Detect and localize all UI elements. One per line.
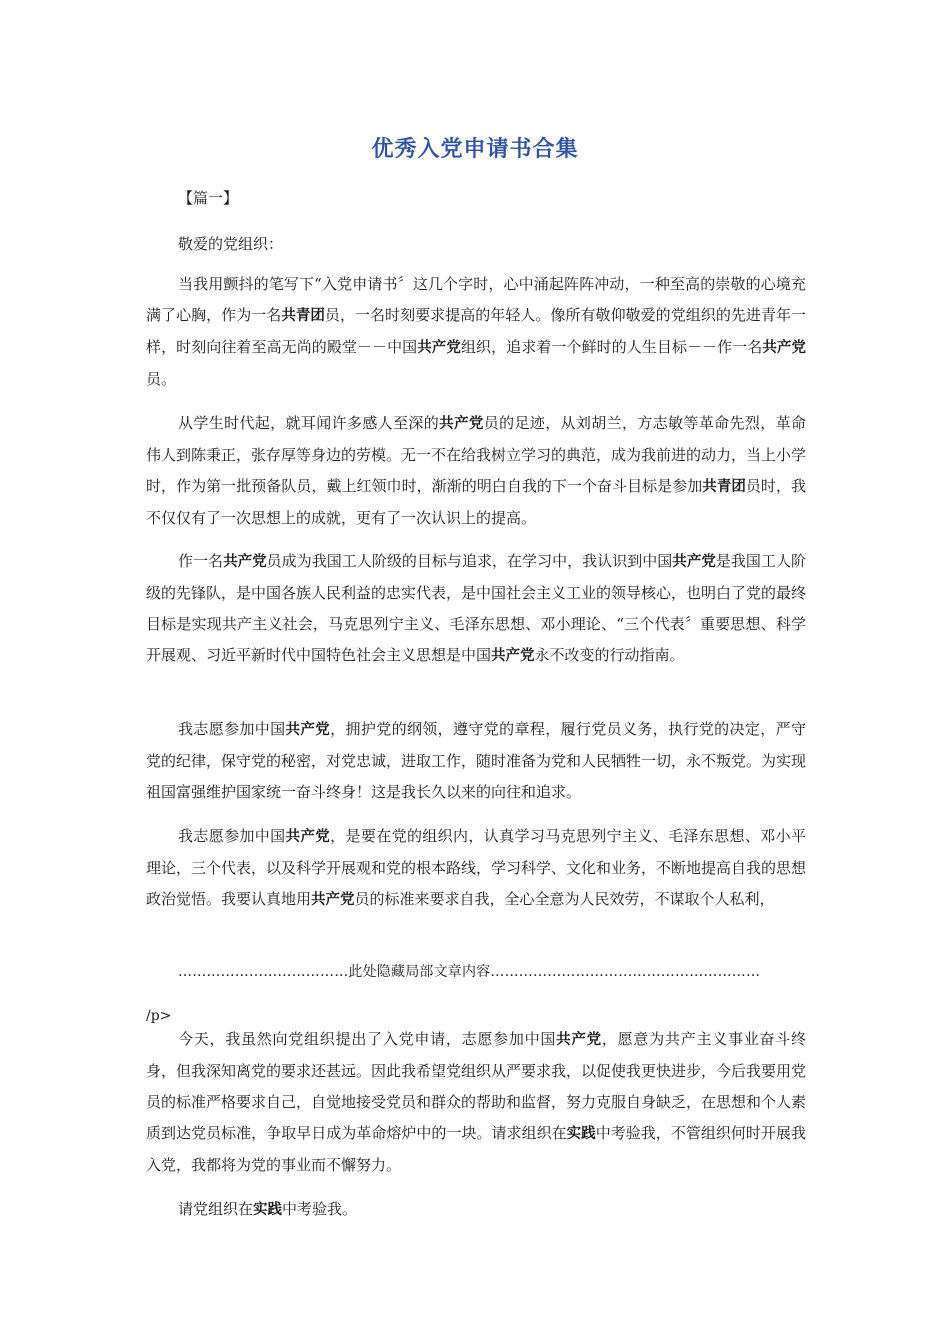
- document-title: 优秀入党申请书合集: [371, 137, 579, 162]
- bold-keyword: 实践: [566, 1126, 596, 1142]
- text-run: ，拥护党的纲领，遵守党的章程，履行党员义务，执行党的决定，严守党的纪律，保守党的秘密，对党忠诚，进取工作，随时准备为党和人民牺牲一切，永不叛党。为实现祖国富强维护国家统一奋斗终身！这是我长久以来的向往和追求。: [146, 720, 807, 801]
- bold-keyword: 共产党: [223, 554, 267, 570]
- closing-line: [178, 1198, 357, 1219]
- text-run: 员的足迹，从刘胡兰，方志敏等革命先烈，革命伟人到陈秉正，张存厚等身边的劳模。无一不在给我树立学习的典范，成为我前进的动力，当上小学时，作为第一批预备队员，戴上红领巾时，渐渐的明白自我的下一个奋斗目标是参加: [146, 414, 807, 495]
- bold-keyword: 共产党: [311, 892, 355, 908]
- text-run: 员时，我不仅仅有了一次思想上的成就，更有了一次认识上的提高。: [146, 477, 806, 527]
- text-run: 我志愿参加中国: [178, 827, 286, 845]
- text-run: 永不改变的行动指南。: [534, 646, 685, 664]
- bold-keyword: 共青团: [702, 479, 746, 495]
- text-run: 员，一名时刻要求提高的年轻人。像所有敬仰敬爱的党组织的先进青年一样，时刻向往着至高无尚的殿堂－－中国: [146, 306, 806, 356]
- bold-keyword: 共产党: [417, 340, 461, 356]
- text-run: 员成为我国工人阶级的目标与追求，在学习中，我认识到中国: [266, 552, 673, 570]
- bold-keyword: 共产党: [285, 829, 331, 845]
- text-run: 是我国工人阶级的先锋队，是中国各族人民利益的忠实代表，是中国社会主义工业的领导核心，也明白了党的最终目标是实现共产主义社会，马克思列宁主义、毛泽东思想、邓小理论、“三个代表〞重要思想、科学开展观、习近平新时代中国特色社会主义思想是中国: [146, 552, 807, 664]
- bold-keyword: 共产党: [672, 554, 716, 570]
- paragraph-4: [146, 714, 806, 808]
- bold-keyword: 共产党: [439, 416, 484, 432]
- bold-keyword: 共青团: [281, 308, 325, 324]
- paragraph-3: [146, 546, 806, 672]
- text-run: 中考验我，不管组织何时开展我入党，我都将为党的事业而不懈努力。: [146, 1124, 806, 1174]
- paragraph-6: [146, 1024, 806, 1181]
- paragraph-1: [146, 269, 806, 395]
- text-run: 从学生时代起，就耳闻许多感人至深的: [178, 414, 440, 432]
- text-run: ，是要在党的组织内，认真学习马克思列宁主义、毛泽东思想、邓小平理论，三个代表，以及科学开展观和党的根本路线，学习科学、文化和业务，不断地提高自我的思想政治觉悟。我要认真地用: [146, 827, 807, 908]
- text-run: 中考验我。: [282, 1200, 358, 1218]
- text-run: 我志愿参加中国: [178, 720, 286, 738]
- text-run: 当我用颤抖的笔写下“入党申请书〞这几个字时，心中涌起阵阵冲动，一种至高的崇敬的心境充满了心胸，作为一名: [146, 275, 806, 324]
- text-run: 员。: [146, 370, 177, 388]
- text-run: 请党组织在: [178, 1200, 254, 1218]
- bold-keyword: 实践: [253, 1202, 283, 1218]
- bold-keyword: 共产党: [556, 1032, 602, 1048]
- text-run: 作一名: [178, 552, 224, 570]
- bold-keyword: 共产党: [491, 648, 535, 664]
- paragraph-5: [146, 821, 806, 916]
- paragraph-2: [146, 408, 806, 534]
- text-run: ，愿意为共产主义事业奋斗终身，但我深知离党的要求还甚远。因此我希望党组织从严要求我，以促使我更快进步，今后我要用党员的标准严格要求自己，自觉地接受党员和群众的帮助和监督，努力克服自身缺乏，在思想和个人素质到达党员标准，争取早日成为革命熔炉中的一块。请求组织在: [146, 1030, 807, 1142]
- bold-keyword: 共产党: [285, 722, 331, 738]
- text-run: 员的标准来要求自我，全心全意为人民效劳，不谋取个人私利，: [354, 890, 775, 908]
- stray-html-tag: /p>: [146, 1008, 172, 1024]
- section-label: 【篇一】: [178, 189, 239, 207]
- bold-keyword: 共产党: [762, 340, 806, 356]
- text-run: 今天，我虽然向党组织提出了入党申请，志愿参加中国: [178, 1030, 557, 1048]
- text-run: 组织，追求着一个鲜时的人生目标－－作一名: [460, 338, 763, 356]
- hidden-content-note: ………………………………此处隐藏局部文章内容…………………………………………………: [178, 964, 761, 980]
- greeting: 敬爱的党组织：: [178, 235, 284, 253]
